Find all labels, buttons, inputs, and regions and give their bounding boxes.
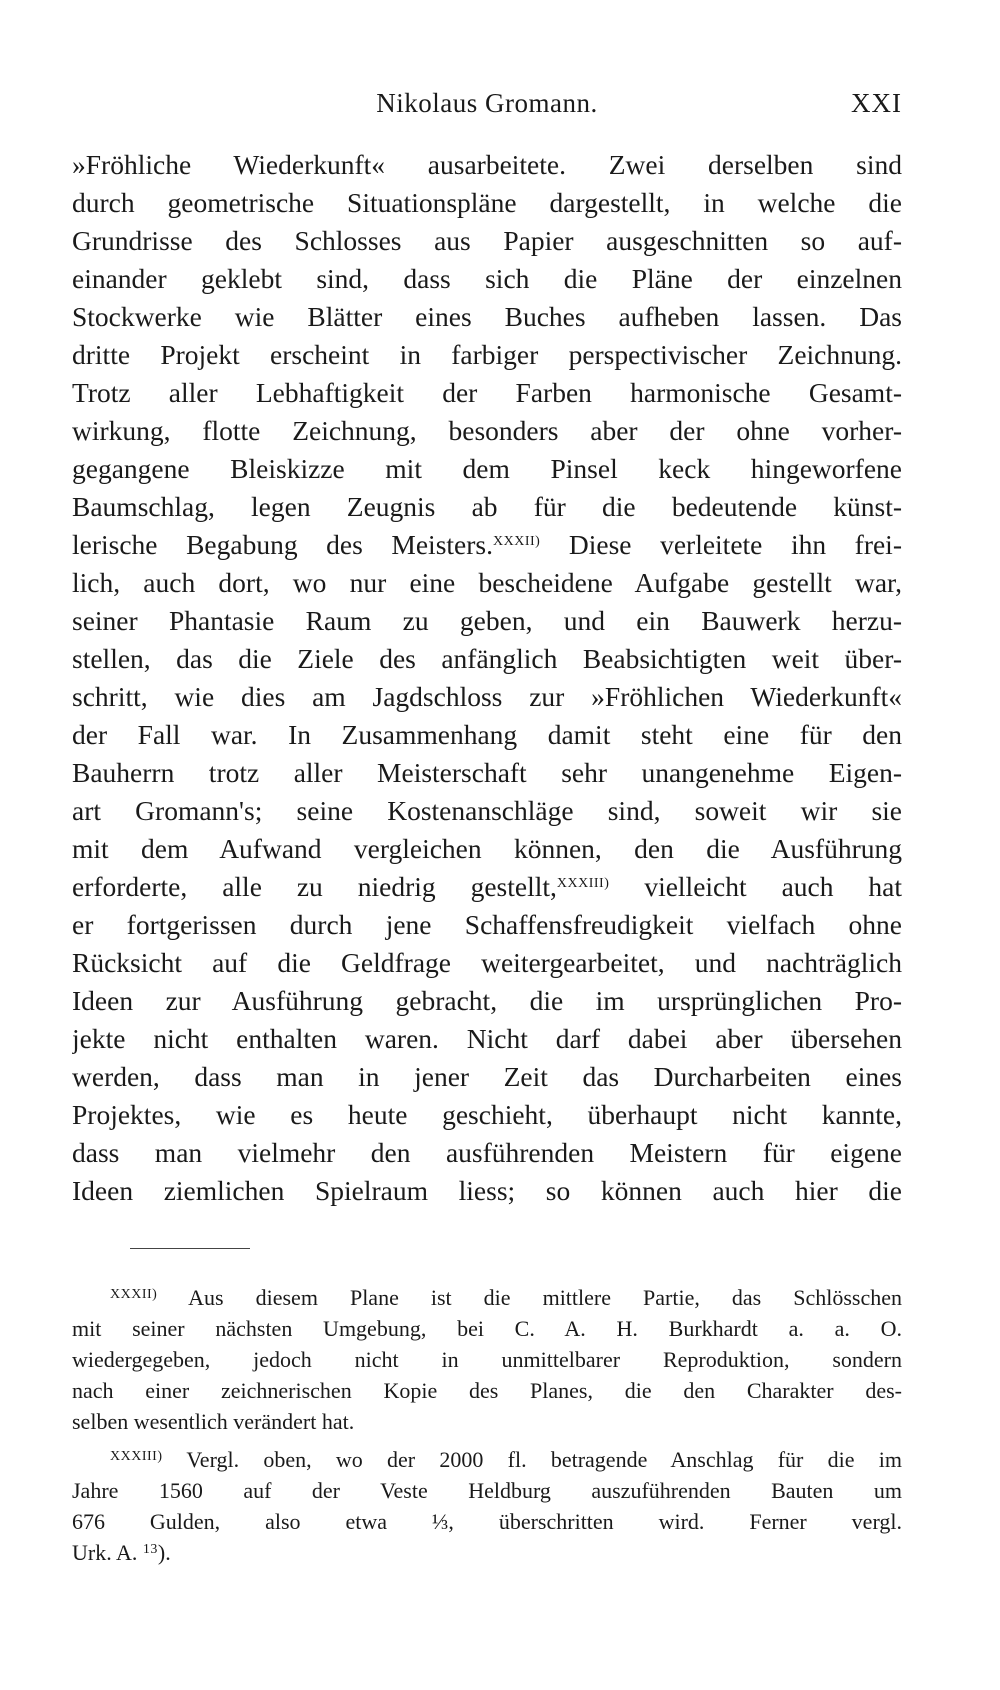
text-line: Rücksicht auf die Geldfrage weitergearbeitet, und nachträglich — [72, 947, 902, 978]
text-segment: lerische Begabung des Meisters. — [72, 529, 493, 560]
footnote-line — [72, 1537, 902, 1568]
text-line: durch geometrische Situationspläne dargestellt, in welche die — [72, 187, 902, 218]
footnote-line: mit seiner nächsten Umgebung, bei C. A. H. Burkhardt a. a. O. — [72, 1316, 902, 1341]
page-header — [72, 88, 902, 128]
page-number: XXI — [851, 88, 902, 118]
footnote-ref-xxxii: XXXII) — [492, 534, 541, 549]
text-line: er fortgerissen durch jene Schaffensfreudigkeit vielfach ohne — [72, 909, 902, 940]
text-segment: Diese verleitete ihn frei- — [568, 529, 902, 560]
text-line: der Fall war. In Zusammenhang damit steht eine für den — [72, 719, 902, 750]
footnote-line — [72, 1444, 902, 1475]
text-line: lich, auch dort, wo nur eine bescheidene Aufgabe gestellt war, — [72, 567, 902, 598]
text-line: dass man vielmehr den ausführenden Meistern für eigene — [72, 1137, 902, 1168]
text-segment: vielleicht auch hat — [644, 871, 902, 902]
footnote-line: nach einer zeichnerischen Kopie des Planes, die den Charakter des- — [72, 1378, 902, 1403]
text-line: Stockwerke wie Blätter eines Buches aufheben lassen. Das — [72, 301, 902, 332]
text-segment: Vergl. oben, wo der 2000 fl. betragende Anschlag für die im — [186, 1447, 902, 1472]
text-line: seiner Phantasie Raum zu geben, und ein Bauwerk herzu- — [72, 605, 902, 636]
footnote-marker-xxxii: XXXII) — [110, 1287, 158, 1302]
text-line: werden, dass man in jener Zeit das Durcharbeiten eines — [72, 1061, 902, 1092]
text-line: jekte nicht enthalten waren. Nicht darf dabei aber übersehen — [72, 1023, 902, 1054]
text-line: einander geklebt sind, dass sich die Pläne der einzelnen — [72, 263, 902, 294]
text-line: Baumschlag, legen Zeugnis ab für die bedeutende künst- — [72, 491, 902, 522]
text-line-with-footnote-ref — [72, 868, 902, 906]
text-line: Ideen ziemlichen Spielraum liess; so können auch hier die — [72, 1175, 902, 1206]
footnote-ref-13: 13 — [142, 1542, 158, 1557]
text-line: dritte Projekt erscheint in farbiger perspectivischer Zeichnung. — [72, 339, 902, 370]
text-line: Bauherrn trotz aller Meisterschaft sehr unangenehme Eigen- — [72, 757, 902, 788]
footnote-line: wiedergegeben, jedoch nicht in unmittelbarer Reproduktion, sondern — [72, 1347, 902, 1372]
footnote-gap — [72, 1437, 902, 1444]
text-line: art Gromann's; seine Kostenanschläge sind, soweit wir sie — [72, 795, 902, 826]
text-line: Grundrisse des Schlosses aus Papier ausgeschnitten so auf- — [72, 225, 902, 256]
footnote-divider — [130, 1248, 250, 1249]
text-line-with-footnote-ref — [72, 526, 902, 564]
main-text — [72, 146, 902, 1210]
text-segment: erforderte, alle zu niedrig gestellt, — [72, 871, 557, 902]
running-title: Nikolaus Gromann. — [376, 88, 598, 118]
text-segment: Aus diesem Plane ist die mittlere Partie, das Schlösschen — [188, 1285, 902, 1310]
text-line: Trotz aller Lebhaftigkeit der Farben harmonische Gesamt- — [72, 377, 902, 408]
footnote-line: Jahre 1560 auf der Veste Heldburg auszuführenden Bauten um — [72, 1478, 902, 1503]
footnotes — [72, 1282, 902, 1568]
text-line: wirkung, flotte Zeichnung, besonders aber der ohne vorher- — [72, 415, 902, 446]
footnote-marker-xxxiii: XXXIII) — [110, 1449, 163, 1464]
text-segment: ). — [157, 1540, 171, 1565]
text-line: gegangene Bleiskizze mit dem Pinsel keck hingeworfene — [72, 453, 902, 484]
text-line: stellen, das die Ziele des anfänglich Beabsichtigten weit über- — [72, 643, 902, 674]
footnote-ref-xxxiii: XXXIII) — [556, 876, 610, 891]
footnote-line: 676 Gulden, also etwa ⅓, überschritten wird. Ferner vergl. — [72, 1509, 902, 1534]
footnote-line: selben wesentlich verändert hat. — [72, 1409, 355, 1434]
text-line: Projektes, wie es heute geschieht, überhaupt nicht kannte, — [72, 1099, 902, 1130]
text-line: mit dem Aufwand vergleichen können, den die Ausführung — [72, 833, 902, 864]
text-segment: Urk. A. — [72, 1540, 138, 1565]
text-line: schritt, wie dies am Jagdschloss zur »Fröhlichen Wiederkunft« — [72, 681, 902, 712]
footnote-line — [72, 1282, 902, 1313]
text-line: »Fröhliche Wiederkunft« ausarbeitete. Zwei derselben sind — [72, 149, 902, 180]
text-line: Ideen zur Ausführung gebracht, die im ursprünglichen Pro- — [72, 985, 902, 1016]
